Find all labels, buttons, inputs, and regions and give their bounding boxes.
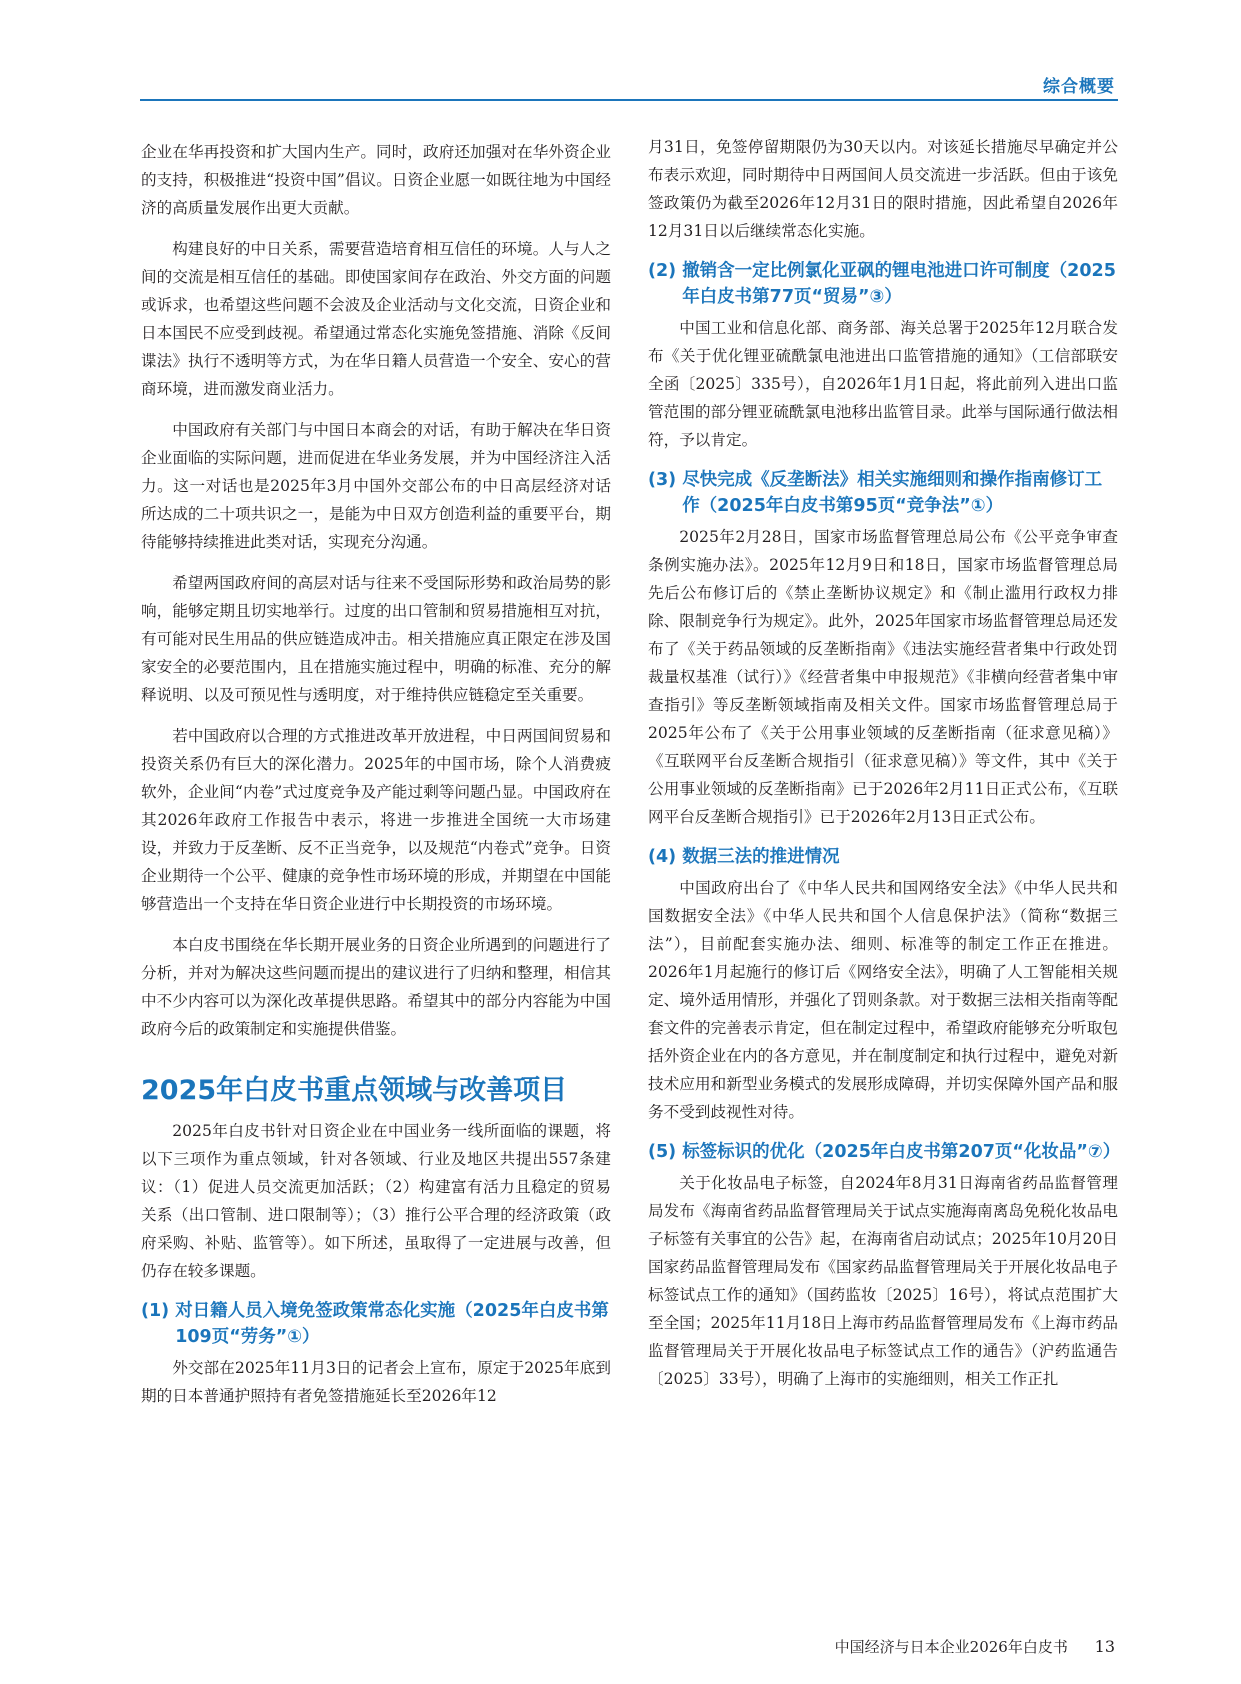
item-heading (648, 1139, 1121, 1165)
left-column (141, 138, 611, 1423)
item-heading (648, 844, 1118, 870)
item-number: (3) (648, 470, 677, 490)
item-title: 撤销含一定比例氯化亚砜的锂电池进口许可制度（2025年白皮书第77页“贸易”③） (682, 261, 1116, 307)
paragraph: 希望两国政府间的高层对话与往来不受国际形势和政治局势的影响，能够定期且切实地举行。过度的出口管制和贸易措施相互对抗，有可能对民生用品的供应链造成冲击。相关措施应真正限定在涉及国家安全的必要范围内，且在措施实施过程中，明确的标准、充分的解释说明、以及可预见性与透明度，对于维持供应链稳定至关重要。 (141, 574, 611, 704)
paragraph: 若中国政府以合理的方式推进改革开放进程，中日两国间贸易和投资关系仍有巨大的深化潜力。2025年的中国市场，除个人消费疲软外，企业间“内卷”式过度竞争及产能过剩等问题凸显。中国政府在其2026年政府工作报告中表示，将进一步推进全国统一大市场建设，并致力于反垄断、反不正当竞争，以及规范“内卷式”竞争。日资企业期待一个公平、健康的竞争性市场环境的形成，并期望在中国能够营造出一个支持在华日资企业进行中长期投资的市场环境。 (141, 727, 611, 913)
item-body: 中国工业和信息化部、商务部、海关总署于2025年12月联合发布《关于优化锂亚硫酰氯电池进出口监管措施的通知》（工信部联安全函〔2025〕335号），自2026年1月1日起，将此前列入进出口监管范围的部分锂亚硫酰氯电池移出监管目录。此举与国际通行做法相符，予以肯定。 (648, 319, 1118, 449)
section-title: 2025年白皮书重点领域与改善项目 (141, 1075, 568, 1106)
paragraph: 月31日，免签停留期限仍为30天以内。对该延长措施尽早确定并公布表示欢迎，同时期待中日两国间人员交流进一步活跃。但由于该免签政策仍为截至2026年12月31日的限时措施，因此希望自2026年12月31日以后继续常态化实施。 (648, 138, 1118, 240)
item-heading (648, 258, 1118, 310)
paragraph: 本白皮书围绕在华长期开展业务的日资企业所遇到的问题进行了分析，并对为解决这些问题而提出的建议进行了归纳和整理，相信其中不少内容可以为深化改革提供思路。希望其中的部分内容能为中国政府今后的政策制定和实施提供借鉴。 (141, 936, 611, 1038)
item-body: 外交部在2025年11月3日的记者会上宣布，原定于2025年底到期的日本普通护照持有者免签措施延长至2026年12 (141, 1359, 611, 1405)
paragraph: 构建良好的中日关系，需要营造培育相互信任的环境。人与人之间的交流是相互信任的基础。即使国家间存在政治、外交方面的问题或诉求，也希望这些问题不会波及企业活动与文化交流，日资企业和日本国民不应受到歧视。希望通过常态化实施免签措施、消除《反间谍法》执行不透明等方式，为在华日籍人员营造一个安全、安心的营商环境，进而激发商业活力。 (141, 240, 611, 398)
publication-title: 中国经济与日本企业2026年白皮书 (834, 1638, 1068, 1656)
right-column (648, 133, 1121, 1406)
section-intro: 2025年白皮书针对日资企业在中国业务一线所面临的课题，将以下三项作为重点领域，针对各领域、行业及地区共提出557条建议：（1）促进人员交流更加活跃；（2）构建富有活力且稳定的贸易关系（出口管制、进口限制等）；（3）推行公平合理的经济政策（政府采购、补贴、监管等）。如下所述，虽取得了一定进展与改善，但仍存在较多课题。 (141, 1122, 611, 1280)
item-title: 尽快完成《反垄断法》相关实施细则和操作指南修订工作（2025年白皮书第95页“竞争法”①） (682, 470, 1103, 516)
item-title: 标签标识的优化（2025年白皮书第207页“化妆品”⑦） (682, 1142, 1121, 1162)
item-number: (2) (648, 261, 677, 281)
item-title: 对日籍人员入境免签政策常态化实施（2025年白皮书第109页“劳务”①） (175, 1301, 609, 1347)
item-number: (4) (648, 847, 677, 867)
item-heading (648, 467, 1118, 519)
paragraph: 企业在华再投资和扩大国内生产。同时，政府还加强对在华外资企业的支持，积极推进“投资中国”倡议。日资企业愿一如既往地为中国经济的高质量发展作出更大贡献。 (141, 143, 611, 217)
item-title: 数据三法的推进情况 (682, 847, 840, 867)
item-body: 中国政府出台了《中华人民共和国网络安全法》《中华人民共和国数据安全法》《中华人民共和国个人信息保护法》（简称“数据三法”），目前配套实施办法、细则、标准等的制定工作正在推进。2026年1月起施行的修订后《网络安全法》，明确了人工智能相关规定、境外适用情形，并强化了罚则条款。对于数据三法相关指南等配套文件的完善表示肯定，但在制定过程中，希望政府能够充分听取包括外资企业在内的各方意见，并在制度制定和执行过程中，避免对新技术应用和新型业务模式的发展形成障碍，并切实保障外国产品和服务不受到歧视性对待。 (648, 879, 1118, 1121)
section-label: 综合概要 (1043, 77, 1115, 97)
item-number: (5) (648, 1142, 677, 1162)
item-number: (1) (141, 1301, 170, 1321)
page-number: 13 (1094, 1637, 1115, 1656)
paragraph: 中国政府有关部门与中国日本商会的对话，有助于解决在华日资企业面临的实际问题，进而促进在华业务发展，并为中国经济注入活力。这一对话也是2025年3月中国外交部公布的中日高层经济对话所达成的二十项共识之一，是能为中日双方创造利益的重要平台，期待能够持续推进此类对话，实现充分沟通。 (141, 421, 611, 551)
item-body: 2025年2月28日，国家市场监督管理总局公布《公平竞争审查条例实施办法》。2025年12月9日和18日，国家市场监督管理总局先后公布修订后的《禁止垄断协议规定》和《制止滥用行政权力排除、限制竞争行为规定》。此外，2025年国家市场监督管理总局还发布了《关于药品领域的反垄断指南》《违法实施经营者集中行政处罚裁量权基准（试行）》《经营者集中申报规范》《非横向经营者集中审查指引》等反垄断领域指南及相关文件。国家市场监督管理总局于2025年公布了《关于公用事业领域的反垄断指南（征求意见稿）》《互联网平台反垄断合规指引（征求意见稿）》等文件，其中《关于公用事业领域的反垄断指南》已于2026年2月11日正式公布，《互联网平台反垄断合规指引》已于2026年2月13日正式公布。 (648, 528, 1118, 826)
page-footer (835, 1636, 1115, 1657)
header-rule (140, 99, 1118, 101)
item-heading (141, 1298, 611, 1350)
item-body: 关于化妆品电子标签，自2024年8月31日海南省药品监督管理局发布《海南省药品监督管理局关于试点实施海南离岛免税化妆品电子标签有关事宜的公告》起，在海南省启动试点；2025年10月20日国家药品监督管理局发布《国家药品监督管理局关于开展化妆品电子标签试点工作的通知》（国药监妆〔2025〕16号），将试点范围扩大至全国；2025年11月18日上海市药品监督管理局发布《上海市药品监督管理局关于开展化妆品电子标签试点工作的通告》（沪药监通告〔2025〕33号），明确了上海市的实施细则，相关工作正扎 (648, 1174, 1118, 1388)
